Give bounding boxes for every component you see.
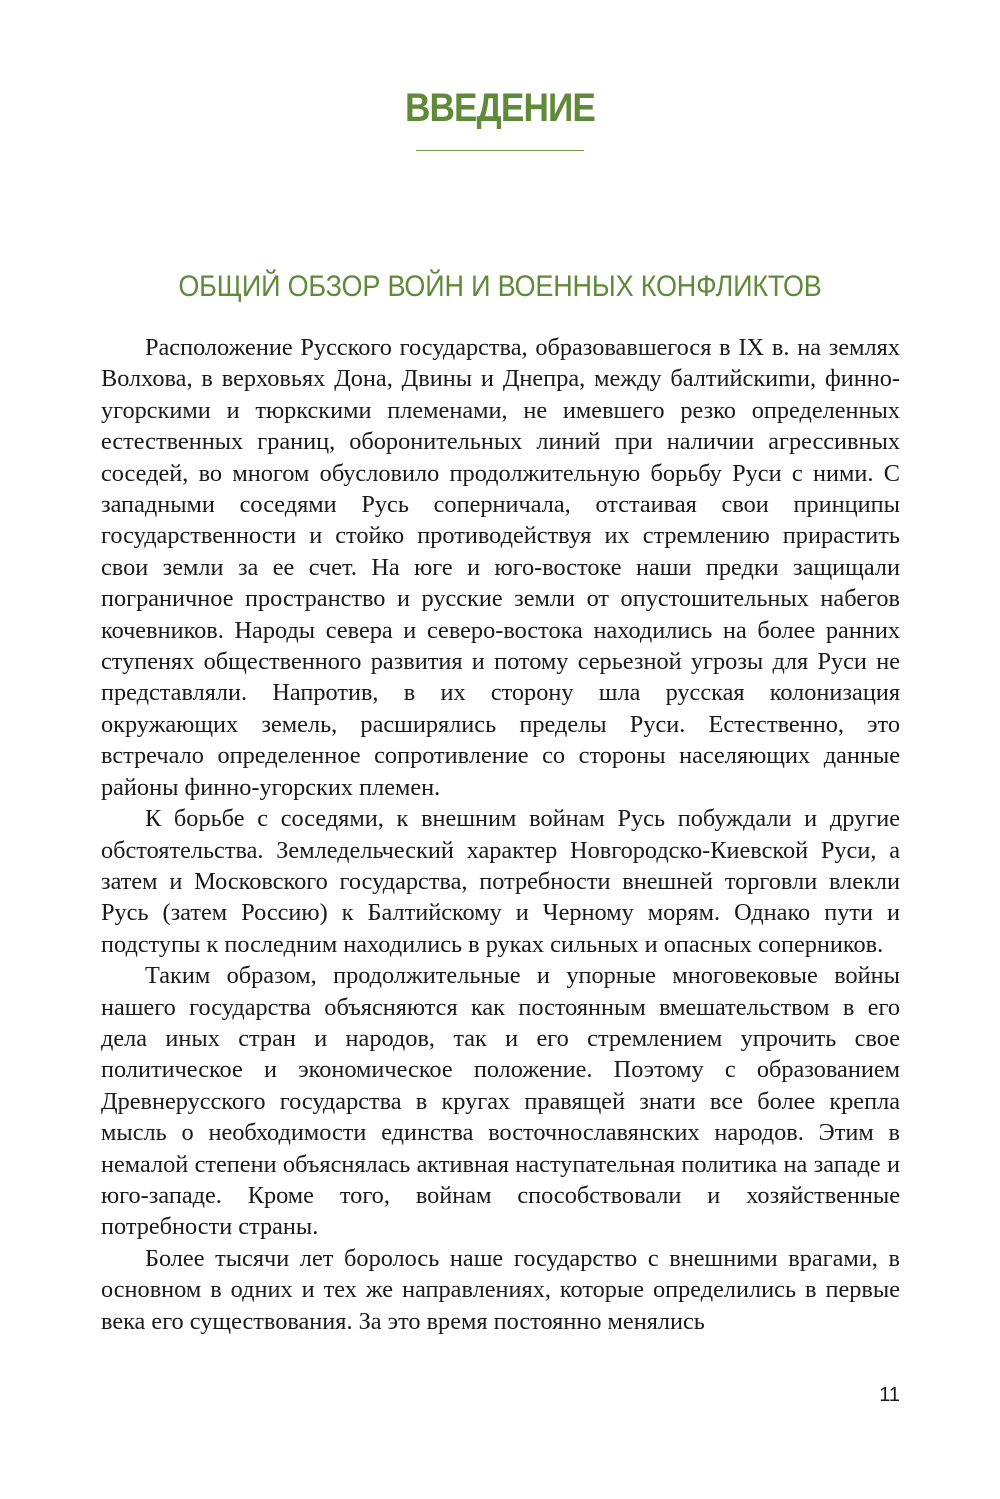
paragraph-3: Таким образом, продолжительные и упорные многовековые войны нашего государства объясняются как постоянным вмешательством в его дела иных стран и народов, так и его стремлением упрочить свое политическое и экономическое положение. Поэтому с образованием Древнерусского государства в кругах правящей знати все более крепла мысль о необходимости единства восточнославянских народов. Этим в немалой степени объяснялась активная наступательная политика на западе и юго-западе. Кроме того, войнам способствовали и хозяйственные потребности страны.: [101, 962, 900, 1241]
paragraph-2: К борьбе с соседями, к внешним войнам Русь побуждали и другие обстоятельства. Земледельческий характер Новгородско-Киевской Руси, а затем и Московского государства, потребности внешней торговли влекли Русь (затем Россию) к Балтийскому и Черному морям. Однако пути и подступы к последним находились в руках сильных и опасных соперников.: [101, 805, 900, 958]
section-title: ОБЩИЙ ОБЗОР ВОЙН И ВОЕННЫХ КОНФЛИКТОВ: [178, 270, 822, 303]
body-text: [101, 332, 900, 1337]
paragraph-1: Расположение Русского государства, образовавшегося в IX в. на землях Волхова, в верховьях Дона, Двины и Днепра, между балтийскиmи, финно-угорскими и тюркскими племенами, не имевшего резко определенных естественных границ, оборонительных линий при наличии агрессивных соседей, во многом обусловило продолжительную борьбу Руси с ними. С западными соседями Русь соперничала, отстаивая свои принципы государственности и стойко противодействуя их стремлению прирастить свои земли за ее счет. На юге и юго-востоке наши предки защищали пограничное пространство и русские земли от опустошительных набегов кочевников. Народы севера и северо-востока находились на более ранних ступенях общественного развития и потому серьезной угрозы для Руси не представляли. Напротив, в их сторону шла русская колонизация окружающих земель, расширялись пределы Руси. Естественно, это встречало определенное сопротивление со стороны населяющих данные районы финно-угорских племен.: [101, 334, 900, 801]
title-underline: [416, 150, 584, 151]
page-number: 11: [879, 1384, 900, 1406]
chapter-title: ВВЕДЕНИЕ: [404, 86, 596, 130]
paragraph-4: Более тысячи лет боролось наше государство с внешними врагами, в основном в одних и тех же направлениях, которые определились в первые века его существования. За это время постоянно менялись: [101, 1244, 900, 1335]
